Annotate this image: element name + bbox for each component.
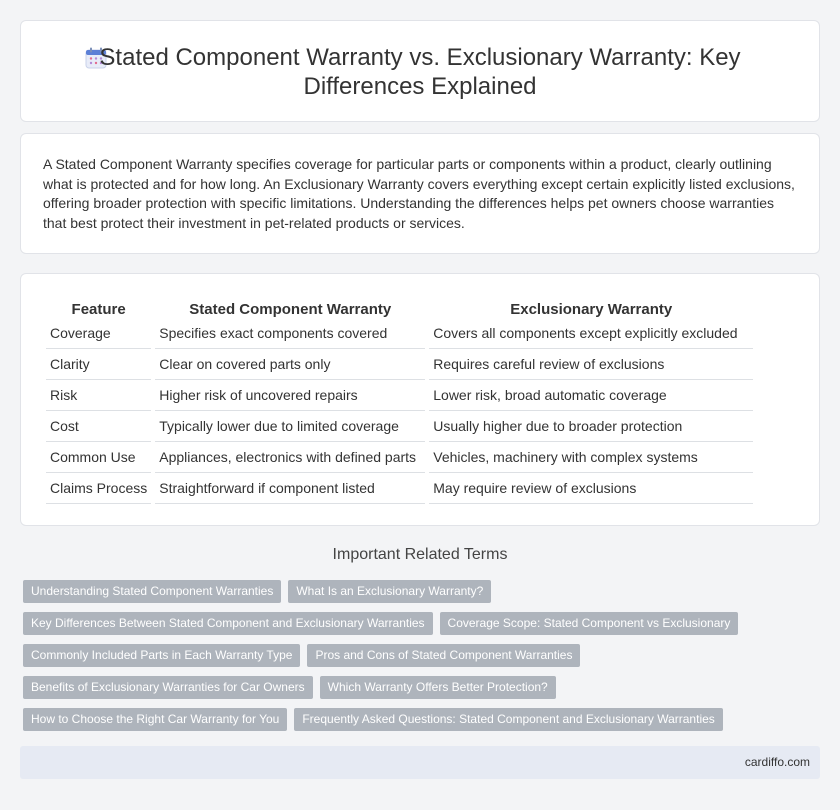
table-cell: Claims Process	[46, 473, 151, 504]
related-term-link[interactable]: Commonly Included Parts in Each Warranty Type	[23, 644, 300, 667]
related-term-link[interactable]: What Is an Exclusionary Warranty?	[288, 580, 491, 603]
tag-row	[23, 644, 813, 667]
table-cell: May require review of exclusions	[429, 473, 753, 504]
header-exclusionary: Exclusionary Warranty	[510, 301, 673, 318]
table-cell: Specifies exact components covered	[155, 318, 425, 349]
table-cell: Usually higher due to broader protection	[429, 411, 753, 442]
intro-card	[20, 133, 820, 254]
tag-row	[23, 676, 813, 699]
tag-row	[23, 580, 813, 603]
table-cell: Cost	[46, 411, 151, 442]
comparison-table	[42, 296, 757, 504]
header-stated: Stated Component Warranty	[189, 301, 392, 318]
title-card	[20, 20, 820, 122]
table-cell: Common Use	[46, 442, 151, 473]
table-cell: Coverage	[46, 318, 151, 349]
table-row	[46, 349, 753, 380]
related-term-link[interactable]: Frequently Asked Questions: Stated Component and Exclusionary Warranties	[294, 708, 722, 731]
related-terms-heading: Important Related Terms	[332, 546, 508, 563]
table-cell: Higher risk of uncovered repairs	[155, 380, 425, 411]
table-header-row	[46, 296, 753, 318]
related-term-link[interactable]: Key Differences Between Stated Component and Exclusionary Warranties	[23, 612, 433, 635]
related-term-link[interactable]: Benefits of Exclusionary Warranties for Car Owners	[23, 676, 313, 699]
table-cell: Risk	[46, 380, 151, 411]
footer-site-link[interactable]: cardiffo.com	[744, 755, 810, 769]
table-cell: Lower risk, broad automatic coverage	[429, 380, 753, 411]
related-term-link[interactable]: Coverage Scope: Stated Component vs Exclusionary	[440, 612, 739, 635]
table-cell: Covers all components except explicitly excluded	[429, 318, 753, 349]
related-term-link[interactable]: Pros and Cons of Stated Component Warranties	[307, 644, 580, 667]
table-row	[46, 473, 753, 504]
related-term-link[interactable]: Which Warranty Offers Better Protection?	[320, 676, 556, 699]
table-cell: Requires careful review of exclusions	[429, 349, 753, 380]
table-cell: Clear on covered parts only	[155, 349, 425, 380]
related-term-link[interactable]: How to Choose the Right Car Warranty for You	[23, 708, 287, 731]
comparison-card	[20, 273, 820, 526]
tag-row	[23, 612, 813, 635]
table-row	[46, 411, 753, 442]
table-cell: Straightforward if component listed	[155, 473, 425, 504]
table-cell: Appliances, electronics with defined parts	[155, 442, 425, 473]
table-row	[46, 380, 753, 411]
page-title: Stated Component Warranty vs. Exclusionary Warranty: Key Differences Explained	[99, 44, 741, 100]
table-cell: Vehicles, machinery with complex systems	[429, 442, 753, 473]
table-cell: Clarity	[46, 349, 151, 380]
related-term-link[interactable]: Understanding Stated Component Warranties	[23, 580, 281, 603]
table-row	[46, 442, 753, 473]
related-terms-list	[23, 580, 813, 740]
tag-row	[23, 708, 813, 731]
table-cell: Typically lower due to limited coverage	[155, 411, 425, 442]
footer	[20, 746, 820, 779]
table-row	[46, 318, 753, 349]
intro-paragraph: A Stated Component Warranty specifies coverage for particular parts or components within a product, clearly outlining what is protected and for how long. An Exclusionary Warranty covers everything except certain explicitly listed exclusions, offering broader protection with specific limitations. Understanding the differences helps pet owners choose warranties that best protect their investment in pet-related products or services.	[43, 156, 795, 231]
header-feature: Feature	[71, 301, 126, 318]
